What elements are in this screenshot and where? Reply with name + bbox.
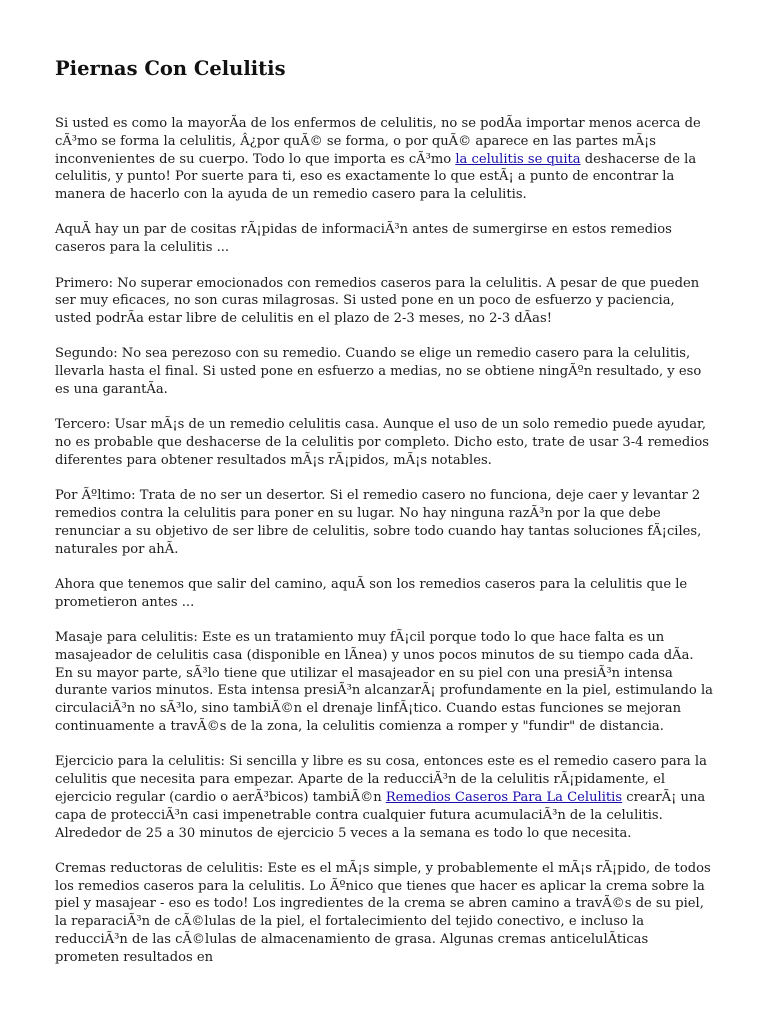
link-celulitis-se-quita[interactable]: la celulitis se quita <box>455 151 581 167</box>
paragraph-ultimo: Por Ãºltimo: Trata de no ser un desertor. Si el remedio casero no funciona, deje caer y levantar 2 remedios contra la celulitis para poner en su lugar. No hay ninguna razÃ³n por la que debe renunciar a su objetivo de ser libre de celulitis, sobre todo cuando hay tantas soluciones fÃ¡ciles, naturales por ahÃ. <box>55 488 702 557</box>
paragraph-cremas: Cremas reductoras de celulitis: Este es el mÃ¡s simple, y probablemente el mÃ¡s rÃ¡pido, de todos los remedios caseros para la celulitis. Lo Ãºnico que tienes que hacer es aplicar la crema sobre la piel y masajear - eso es todo! Los ingredientes de la crema se abren camino a travÃ©s de su piel, la reparaciÃ³n de cÃ©lulas de la piel, el fortalecimiento del tejido conectivo, e incluso la reducciÃ³n de las cÃ©lulas de almacenamiento de grasa. Algunas cremas anticelulÃticas prometen resultados en <box>55 860 711 965</box>
paragraph-intro <box>55 115 715 204</box>
paragraph-info: AquÃ hay un par de cositas rÃ¡pidas de informaciÃ³n antes de sumergirse en estos remedios caseros para la celulitis ... <box>55 222 672 256</box>
paragraph-primero: Primero: No superar emocionados con remedios caseros para la celulitis. A pesar de que pueden ser muy eficaces, no son curas milagrosas. Si usted pone en un poco de esfuerzo y paciencia, usted podrÃa estar libre de celulitis en el plazo de 2-3 meses, no 2-3 dÃas! <box>55 275 700 327</box>
link-remedios-caseros[interactable]: Remedios Caseros Para La Celulitis <box>385 789 623 805</box>
paragraph-text: Si usted es como la mayorÃa de los enfermos de celulitis, no se podÃa importar menos acerca de cÃ³mo se forma la celulitis, Â¿por quÃ© se forma, o por quÃ© aparece en las partes mÃ¡s inconvenientes de su cuerpo. Todo lo que importa es cÃ³mo <box>55 116 701 167</box>
paragraph-ahora: Ahora que tenemos que salir del camino, aquÃ son los remedios caseros para la celulitis que le prometieron antes ... <box>55 576 688 610</box>
paragraph-tercero: Tercero: Usar mÃ¡s de un remedio celulitis casa. Aunque el uso de un solo remedio puede ayudar, no es probable que deshacerse de la celulitis por completo. Dicho esto, trate de usar 3-4 remedios diferentes para obtener resultados mÃ¡s rÃ¡pidos, mÃ¡s notables. <box>55 417 710 468</box>
document-page <box>55 56 715 984</box>
paragraph-text: deshacerse de la celulitis, y punto! Por suerte para ti, eso es exactamente lo que estÃ¡ a punto de encontrar la manera de hacerlo con la ayuda de un remedio casero para la celulitis. <box>55 151 697 203</box>
paragraph-ejercicio <box>55 753 715 842</box>
paragraph-text: Ejercicio para la celulitis: Si sencilla y libre es su cosa, entonces este es el remedio casero para la celulitis que necesita para empezar. Aparte de la reducciÃ³n de la celulitis rÃ¡pidamente, el ejercicio regular (cardio o aerÃ³bicos) tambiÃ©n <box>55 754 707 805</box>
page-title: Piernas Con Celulitis <box>55 57 286 80</box>
paragraph-text: crearÃ¡ una capa de protecciÃ³n casi impenetrable contra cualquier futura acumulaciÃ³n de la celulitis. Alrededor de 25 a 30 minutos de ejercicio 5 veces a la semana es todo lo que necesita. <box>55 789 706 841</box>
paragraph-segundo: Segundo: No sea perezoso con su remedio. Cuando se elige un remedio casero para la celulitis, llevarla hasta el final. Si usted pone en esfuerzo a medias, no se obtiene ningÃºn resultado, y eso es una garantÃa. <box>55 346 702 398</box>
paragraph-masaje: Masaje para celulitis: Este es un tratamiento muy fÃ¡cil porque todo lo que hace falta es un masajeador de celulitis casa (disponible en lÃnea) y unos pocos minutos de su tiempo cada dÃa. En su mayor parte, sÃ³lo tiene que utilizar el masajeador en su piel con una presiÃ³n intensa durante varios minutos. Esta intensa presiÃ³n alcanzarÃ¡ profundamente en la piel, estimulando la circulaciÃ³n no sÃ³lo, sino tambiÃ©n el drenaje linfÃ¡tico. Cuando estas funciones se mejoran continuamente a travÃ©s de la zona, la celulitis comienza a romper y "fundir" de distancia. <box>55 630 713 735</box>
